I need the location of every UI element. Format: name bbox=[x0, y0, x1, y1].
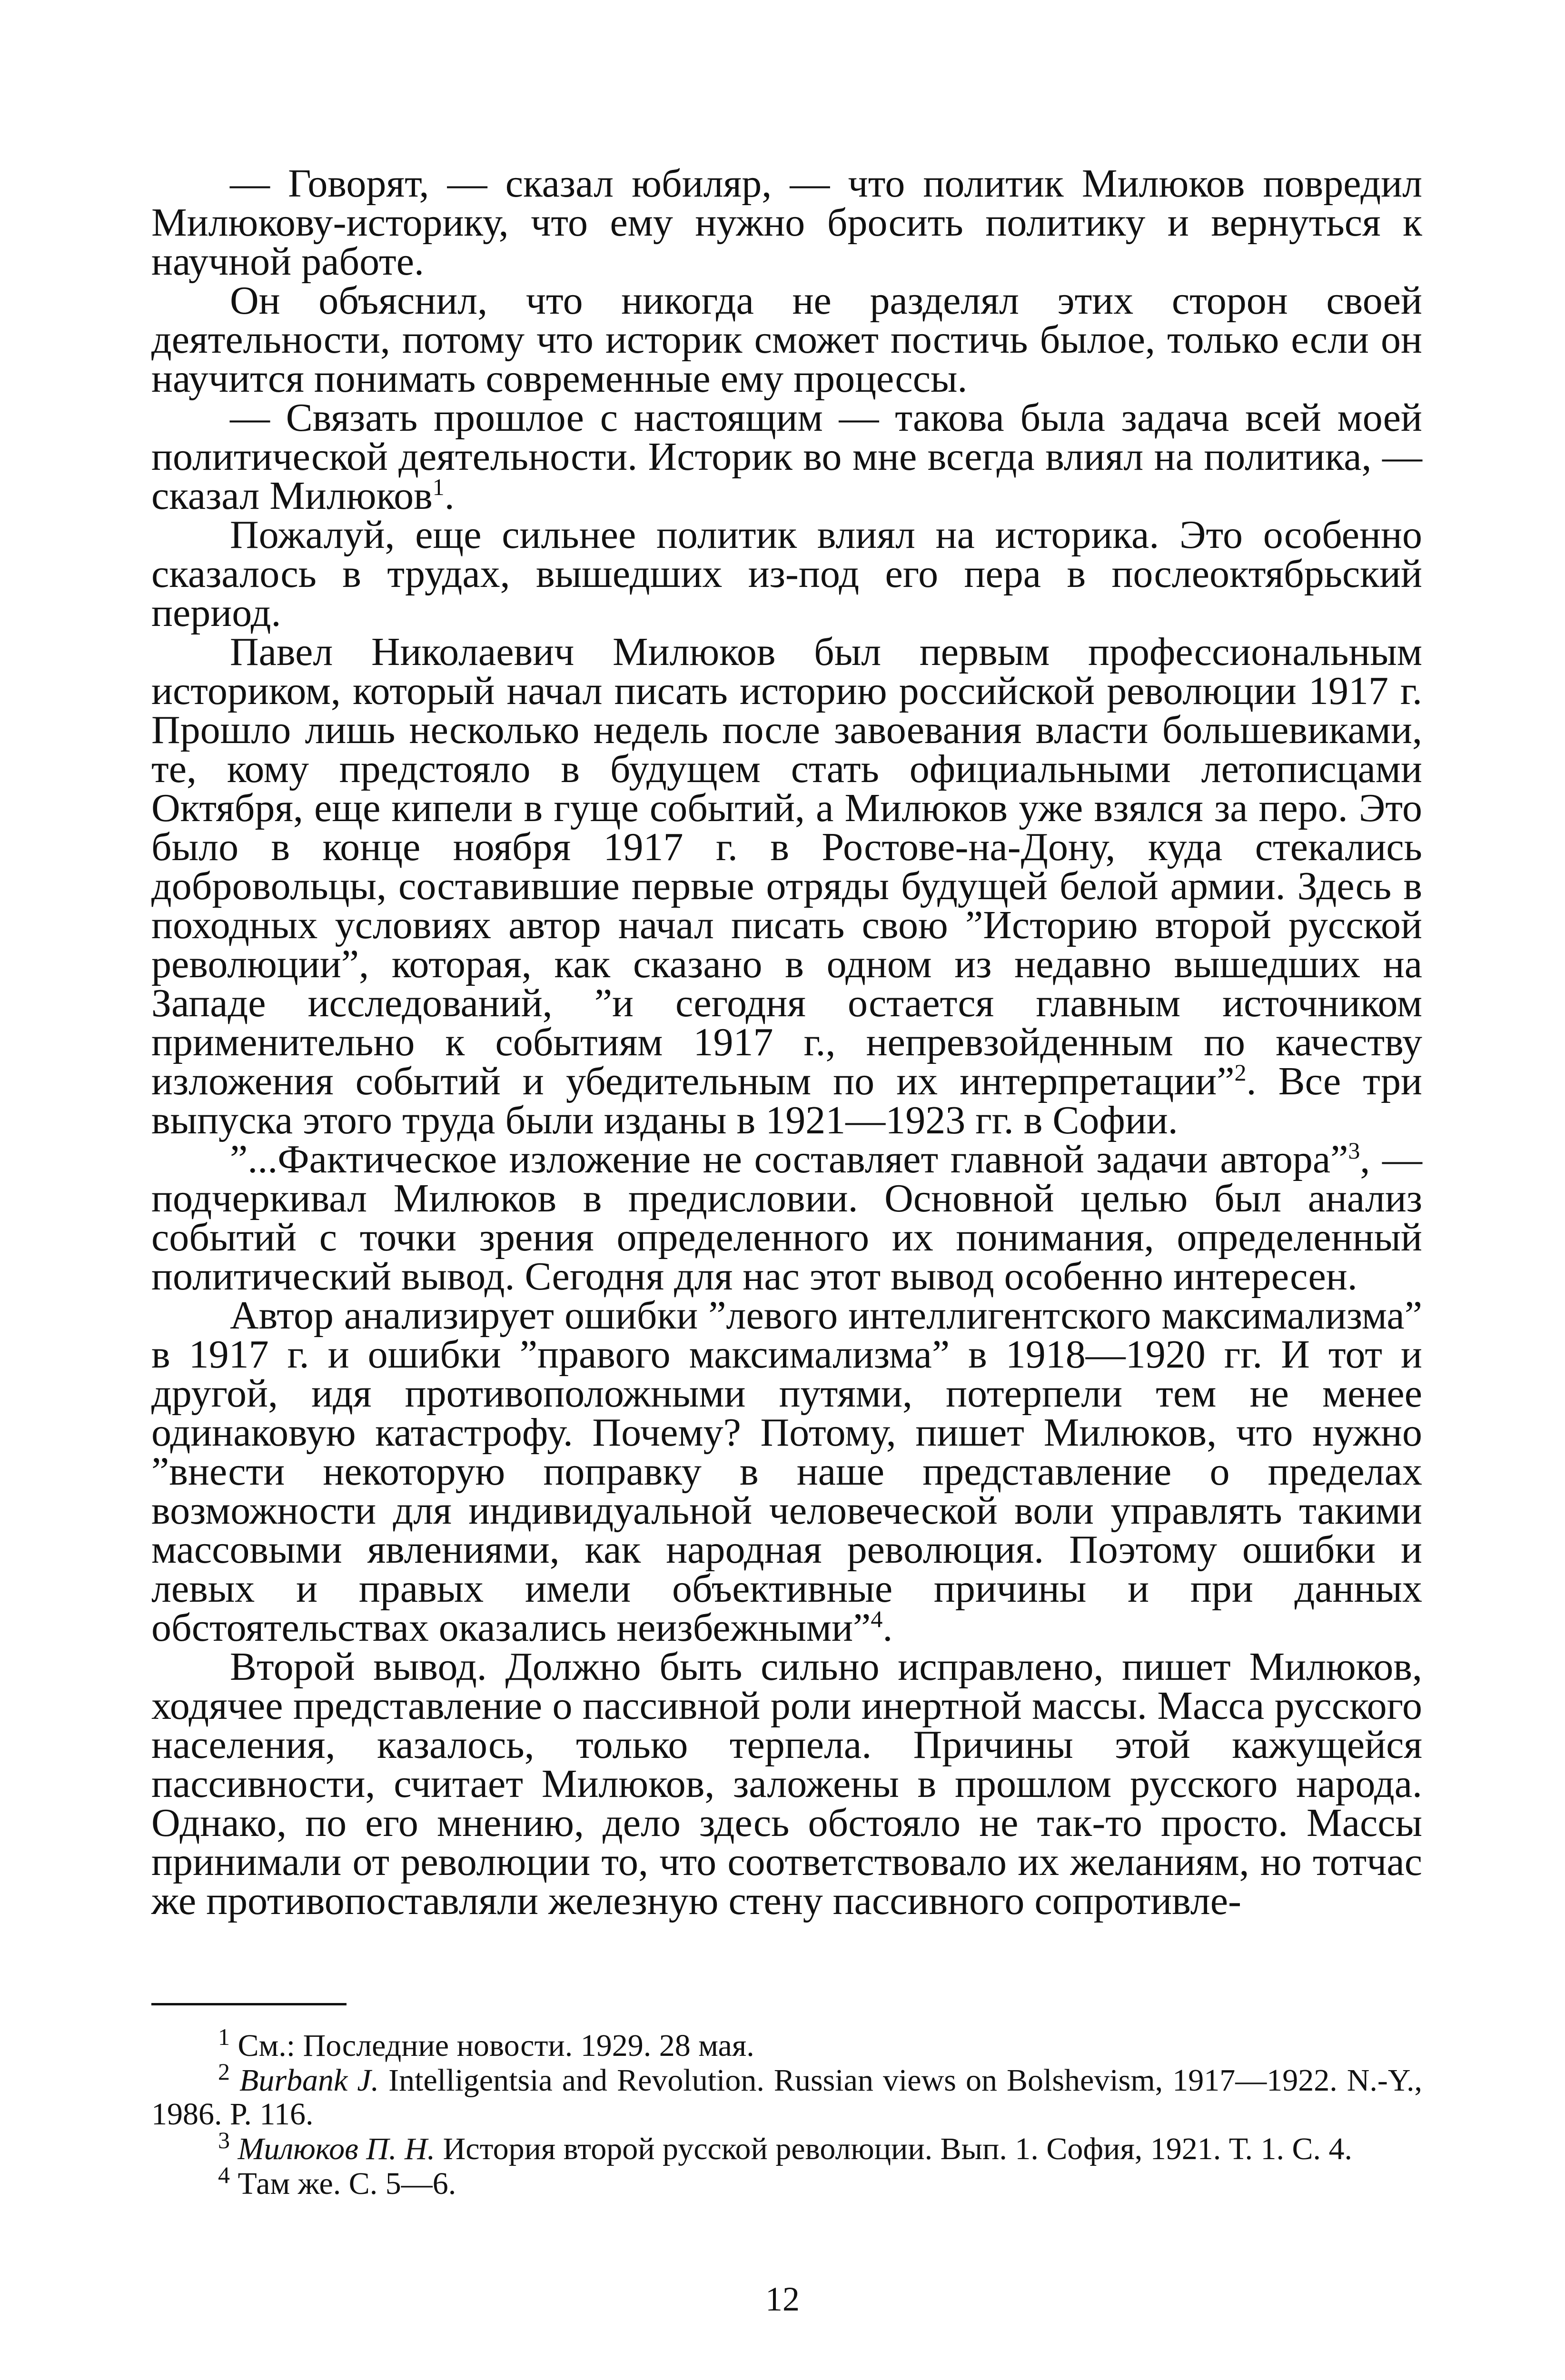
footnote-ref: 2 bbox=[1234, 1059, 1247, 1086]
paragraph-text: . bbox=[882, 1606, 893, 1650]
paragraph-text: Второй вывод. Должно быть сильно исправлено, пишет Милюков, ходячее представление о пассивной роли инертной массы. Масса русского населения, казалось, только терпела. Причины этой кажущейся пассивности, считает Милюков, заложены в прошлом русского народа. Однако, по его мнению, дело здесь обстояло не так-то просто. Массы принимали от революции то, что соответствовало их желаниям, но тотчас же противопоставляли железную стену пассивного сопротивле- bbox=[151, 1645, 1422, 1923]
footnote-divider bbox=[151, 2003, 347, 2005]
paragraph-text: , — подчеркивал Милюков в предисловии. Основной целью был анализ событий с точки зрения определенного их понимания, определенный политический вывод. Сегодня для нас этот вывод особенно интересен. bbox=[151, 1137, 1422, 1299]
paragraph-text: Павел Николаевич Милюков был первым профессиональным историком, который начал писать историю российской революции 1917 г. Прошло лишь несколько недель после завоевания власти большевиками, те, кому предстояло в будущем стать официальными летописцами Октября, еще кипели в гуще событий, а Милюков уже взялся за перо. Это было в конце ноября 1917 г. в Ростове-на-Дону, куда стекались добровольцы, составившие первые отряды будущей белой армии. Здесь в походных условиях автор начал писать свою ”Историю второй русской революции”, которая, как сказано в одном из недавно вышедших на Западе исследований, ”и сегодня остается главным источником применительно к событиям 1917 г., непревзойденным по качеству изложения событий и убедительным по их интерпретации” bbox=[151, 630, 1422, 1103]
paragraph-text: . bbox=[444, 474, 455, 518]
paragraph bbox=[151, 278, 1422, 401]
footnote-text: История второй русской революции. Вып. 1. София, 1921. Т. 1. С. 4. bbox=[443, 2132, 1353, 2166]
footnote-text: Там же. С. 5—6. bbox=[238, 2166, 456, 2201]
paragraph-text: . Все три выпуска этого труда были изданы в 1921—1923 гг. в Софии. bbox=[151, 1059, 1422, 1142]
footnote-author: Burbank J. bbox=[239, 2063, 379, 2098]
footnote-mark: 3 bbox=[218, 2127, 230, 2153]
footnote-author: Милюков П. Н. bbox=[238, 2132, 436, 2166]
footnote bbox=[151, 2162, 1422, 2201]
paragraph-text: ”...Фактическое изложение не составляет главной задачи автора” bbox=[230, 1137, 1348, 1181]
paragraph-text: — Связать прошлое с настоящим — такова была задача всей моей политической деятельности. Историк во мне всегда влиял на политика, — сказал Милюков bbox=[151, 396, 1422, 518]
page-number: 12 bbox=[765, 2280, 800, 2318]
footnote-ref: 4 bbox=[871, 1606, 883, 1632]
footnote-ref: 1 bbox=[432, 474, 445, 500]
paragraph bbox=[151, 161, 1422, 284]
footnote-mark: 2 bbox=[218, 2058, 230, 2085]
footnote-ref: 3 bbox=[1348, 1137, 1360, 1164]
paragraph bbox=[151, 1137, 1422, 1299]
footnote-text: Intelligentsia and Revolution. Russian views on Bolshevism, 1917—1922. N.-Y., 1986. P. 116. bbox=[151, 2063, 1423, 2132]
main-text bbox=[151, 161, 1422, 1923]
paragraph bbox=[151, 630, 1422, 1142]
paragraph-text: — Говорят, — сказал юбиляр, — что политик Милюков повредил Милюкову-историку, что ему нужно бросить политику и вернуться к научной работе. bbox=[151, 161, 1422, 284]
paragraph bbox=[151, 1293, 1422, 1650]
paragraph bbox=[151, 1647, 1422, 1921]
paragraph-text: Пожалуй, еще сильнее политик влиял на историка. Это особенно сказалось в трудах, вышедших из-под его пера в послеоктябрьский период. bbox=[151, 513, 1422, 635]
footnote-mark: 1 bbox=[218, 2023, 230, 2050]
paragraph bbox=[151, 513, 1422, 635]
paragraph bbox=[151, 398, 1422, 516]
footnote bbox=[151, 2058, 1423, 2132]
paragraph-text: Он объяснил, что никогда не разделял этих сторон своей деятельности, потому что историк сможет постичь былое, только если он научится понимать современные ему процессы. bbox=[151, 278, 1422, 401]
footnote-mark: 4 bbox=[218, 2162, 230, 2188]
paragraph-text: Автор анализирует ошибки ”левого интеллигентского максимализма” в 1917 г. и ошибки ”правого максимализма” в 1918—1920 гг. И тот и другой, идя противоположными путями, потерпели тем не менее одинаковую катастрофу. Почему? Потому, пишет Милюков, что нужно ”внести некоторую поправку в наше представление о пределах возможности для индивидуальной человеческой воли управлять такими массовыми явлениями, как народная революция. Поэтому ошибки и левых и правых имели объективные причины и при данных обстоятельствах оказались неизбежными” bbox=[151, 1293, 1422, 1650]
footnote-text: См.: Последние новости. 1929. 28 мая. bbox=[238, 2028, 754, 2063]
footnote bbox=[151, 2127, 1422, 2166]
footnote bbox=[151, 2023, 1422, 2063]
footnotes bbox=[151, 2023, 1423, 2202]
